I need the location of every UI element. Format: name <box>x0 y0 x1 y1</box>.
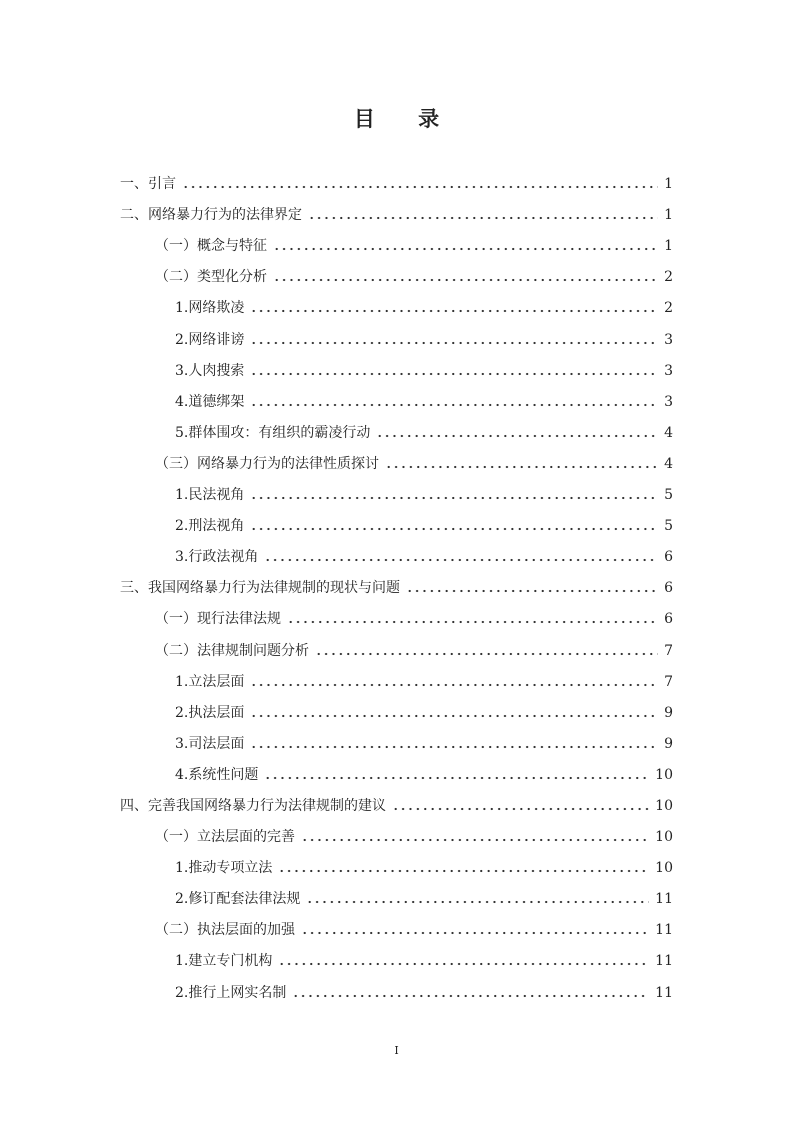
toc-entry[interactable] <box>120 784 673 815</box>
toc-entry-label: 4.道德绑架 <box>175 393 245 410</box>
dot-leader <box>250 744 658 750</box>
toc-entry[interactable] <box>120 411 673 442</box>
toc-entry[interactable] <box>120 193 673 224</box>
toc-entry[interactable] <box>120 535 673 566</box>
toc-entry[interactable] <box>120 349 673 380</box>
dot-leader <box>287 619 658 625</box>
dot-leader <box>250 526 658 532</box>
toc-entry-page: 5 <box>664 518 673 535</box>
dot-leader <box>250 682 658 688</box>
toc-entry-page: 7 <box>664 642 673 659</box>
toc-entry-page: 11 <box>655 891 673 908</box>
dot-leader <box>308 215 658 221</box>
toc-entry[interactable] <box>120 255 673 286</box>
table-of-contents <box>120 162 673 1002</box>
toc-entry[interactable] <box>120 660 673 691</box>
toc-entry-label: （一）概念与特征 <box>155 238 267 255</box>
toc-entry-label: 3.司法层面 <box>175 735 245 752</box>
dot-leader <box>250 713 658 719</box>
dot-leader <box>273 246 658 252</box>
toc-entry-label: （二）执法层面的加强 <box>155 922 295 939</box>
toc-entry-page: 1 <box>664 238 673 255</box>
toc-entry-label: 1.推动专项立法 <box>175 860 273 877</box>
toc-entry[interactable] <box>120 566 673 597</box>
dot-leader <box>264 775 649 781</box>
toc-entry[interactable] <box>120 442 673 473</box>
toc-entry-label: 二、网络暴力行为的法律界定 <box>120 207 302 224</box>
dot-leader <box>273 277 658 283</box>
toc-entry-label: 四、完善我国网络暴力行为法律规制的建议 <box>120 797 386 814</box>
toc-entry-label: 1.立法层面 <box>175 673 245 690</box>
toc-entry-page: 9 <box>664 704 673 721</box>
dot-leader <box>278 868 649 874</box>
toc-entry-page: 6 <box>664 580 673 597</box>
dot-leader <box>315 651 658 657</box>
dot-leader <box>406 588 658 594</box>
toc-entry-page: 4 <box>664 424 673 441</box>
toc-entry-label: 5.群体围攻：有组织的霸凌行动 <box>175 424 371 441</box>
toc-entry-page: 2 <box>664 300 673 317</box>
toc-entry-page: 1 <box>664 176 673 193</box>
toc-entry-page: 3 <box>664 362 673 379</box>
toc-entry-label: 2.修订配套法律法规 <box>175 891 301 908</box>
toc-entry-label: 3.行政法视角 <box>175 549 259 566</box>
dot-leader <box>301 837 649 843</box>
toc-entry-label: （一）立法层面的完善 <box>155 829 295 846</box>
toc-entry[interactable] <box>120 691 673 722</box>
dot-leader <box>292 993 649 999</box>
toc-entry-page: 10 <box>655 860 673 877</box>
dot-leader <box>182 184 658 190</box>
toc-entry-label: （三）网络暴力行为的法律性质探讨 <box>155 455 379 472</box>
dot-leader <box>306 899 649 905</box>
toc-entry[interactable] <box>120 877 673 908</box>
dot-leader <box>264 557 658 563</box>
toc-entry-label: 2.网络诽谤 <box>175 331 245 348</box>
dot-leader <box>301 930 649 936</box>
toc-entry[interactable] <box>120 317 673 348</box>
toc-entry-label: 1.建立专门机构 <box>175 953 273 970</box>
toc-entry[interactable] <box>120 286 673 317</box>
toc-entry[interactable] <box>120 162 673 193</box>
toc-entry-page: 10 <box>655 766 673 783</box>
toc-entry-page: 1 <box>664 207 673 224</box>
dot-leader <box>250 371 658 377</box>
toc-entry-page: 7 <box>664 673 673 690</box>
dot-leader <box>278 961 649 967</box>
toc-entry-label: 1.网络欺凌 <box>175 300 245 317</box>
dot-leader <box>392 806 649 812</box>
toc-entry-label: 3.人肉搜索 <box>175 362 245 379</box>
toc-entry-page: 4 <box>664 455 673 472</box>
toc-entry-page: 11 <box>655 953 673 970</box>
toc-entry[interactable] <box>120 939 673 970</box>
toc-entry-page: 6 <box>664 549 673 566</box>
dot-leader <box>250 308 658 314</box>
toc-entry[interactable] <box>120 846 673 877</box>
toc-entry[interactable] <box>120 597 673 628</box>
toc-entry-label: （一）现行法律法规 <box>155 611 281 628</box>
dot-leader <box>250 495 658 501</box>
toc-entry-label: 4.系统性问题 <box>175 766 259 783</box>
toc-entry-page: 6 <box>664 611 673 628</box>
toc-entry-label: 一、引言 <box>120 176 176 193</box>
toc-entry-label: 2.执法层面 <box>175 704 245 721</box>
toc-entry-label: （二）类型化分析 <box>155 269 267 286</box>
toc-entry-page: 9 <box>664 735 673 752</box>
toc-entry-page: 3 <box>664 331 673 348</box>
toc-entry-label: 2.刑法视角 <box>175 518 245 535</box>
toc-entry[interactable] <box>120 224 673 255</box>
toc-entry[interactable] <box>120 753 673 784</box>
toc-entry[interactable] <box>120 504 673 535</box>
toc-entry-label: 三、我国网络暴力行为法律规制的现状与问题 <box>120 580 400 597</box>
dot-leader <box>376 433 658 439</box>
toc-title: 目 录 <box>353 106 458 131</box>
toc-entry-page: 11 <box>655 984 673 1001</box>
toc-entry-label: （二）法律规制问题分析 <box>155 642 309 659</box>
dot-leader <box>250 402 658 408</box>
toc-entry-page: 2 <box>664 269 673 286</box>
toc-entry-page: 10 <box>655 829 673 846</box>
toc-entry-page: 5 <box>664 487 673 504</box>
toc-entry-page: 3 <box>664 393 673 410</box>
dot-leader <box>385 464 658 470</box>
toc-entry-label: 2.推行上网实名制 <box>175 984 287 1001</box>
toc-entry-page: 10 <box>655 797 673 814</box>
toc-entry[interactable] <box>120 815 673 846</box>
page-number-footer: I <box>394 1044 399 1057</box>
toc-entry[interactable] <box>120 908 673 939</box>
toc-entry-label: 1.民法视角 <box>175 487 245 504</box>
toc-entry[interactable] <box>120 722 673 753</box>
toc-entry[interactable] <box>120 970 673 1001</box>
toc-entry[interactable] <box>120 473 673 504</box>
dot-leader <box>250 340 658 346</box>
toc-entry[interactable] <box>120 380 673 411</box>
toc-entry-page: 11 <box>655 922 673 939</box>
toc-entry[interactable] <box>120 628 673 659</box>
